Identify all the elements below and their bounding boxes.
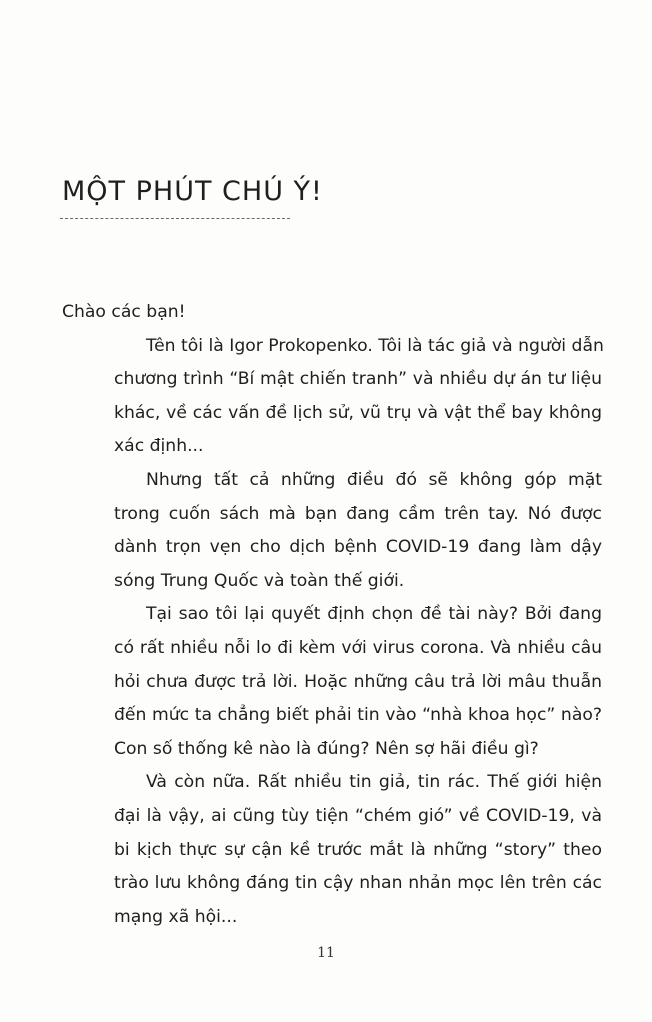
paragraph-line: Nhưng tất cả những điều đó sẽ không góp mặt (146, 469, 602, 490)
paragraph-line: trong cuốn sách mà bạn đang cầm trên tay. Nó được (114, 503, 602, 524)
chapter-title: MỘT PHÚT CHÚ Ý! (62, 176, 323, 207)
paragraph-line: chương trình “Bí mật chiến tranh” và nhiều dự án tư liệu (114, 369, 602, 390)
paragraph-line: đại là vậy, ai cũng tùy tiện “chém gió” về COVID-19, và (114, 805, 602, 826)
paragraph-line: Và còn nữa. Rất nhiều tin giả, tin rác. Thế giới hiện (146, 772, 602, 793)
paragraph-line: xác định... (114, 436, 204, 457)
paragraph-line: sóng Trung Quốc và toàn thế giới. (114, 570, 405, 591)
paragraph-line: trào lưu không đáng tin cậy nhan nhản mọc lên trên các (114, 873, 602, 894)
page-number: 11 (317, 945, 335, 961)
paragraph-line: Tại sao tôi lại quyết định chọn đề tài này? Bởi đang (146, 604, 602, 625)
paragraph-line: hỏi chưa được trả lời. Hoặc những câu trả lời mâu thuẫn (114, 671, 602, 692)
paragraph-line: dành trọn vẹn cho dịch bệnh COVID-19 đang làm dậy (114, 537, 602, 558)
body-text (62, 296, 602, 934)
paragraph-line: Tên tôi là Igor Prokopenko. Tôi là tác giả và người dẫn (146, 335, 604, 356)
paragraph-1 (62, 330, 602, 464)
paragraph-3 (62, 598, 602, 766)
paragraph-line: Con số thống kê nào là đúng? Nên sợ hãi điều gì? (114, 738, 539, 759)
paragraph-2 (62, 464, 602, 598)
paragraph-line: khác, về các vấn đề lịch sử, vũ trụ và vật thể bay không (114, 402, 602, 423)
paragraph-4 (62, 766, 602, 934)
paragraph-line: bi kịch thực sự cận kề trước mắt là những “story” theo (114, 839, 602, 860)
paragraph-line: đến mức ta chẳng biết phải tin vào “nhà khoa học” nào? (114, 705, 602, 726)
greeting: Chào các bạn! (62, 302, 186, 322)
title-dashed-rule (60, 218, 290, 219)
paragraph-line: có rất nhiều nỗi lo đi kèm với virus corona. Và nhiều câu (114, 637, 602, 658)
paragraph-line: mạng xã hội... (114, 906, 238, 927)
